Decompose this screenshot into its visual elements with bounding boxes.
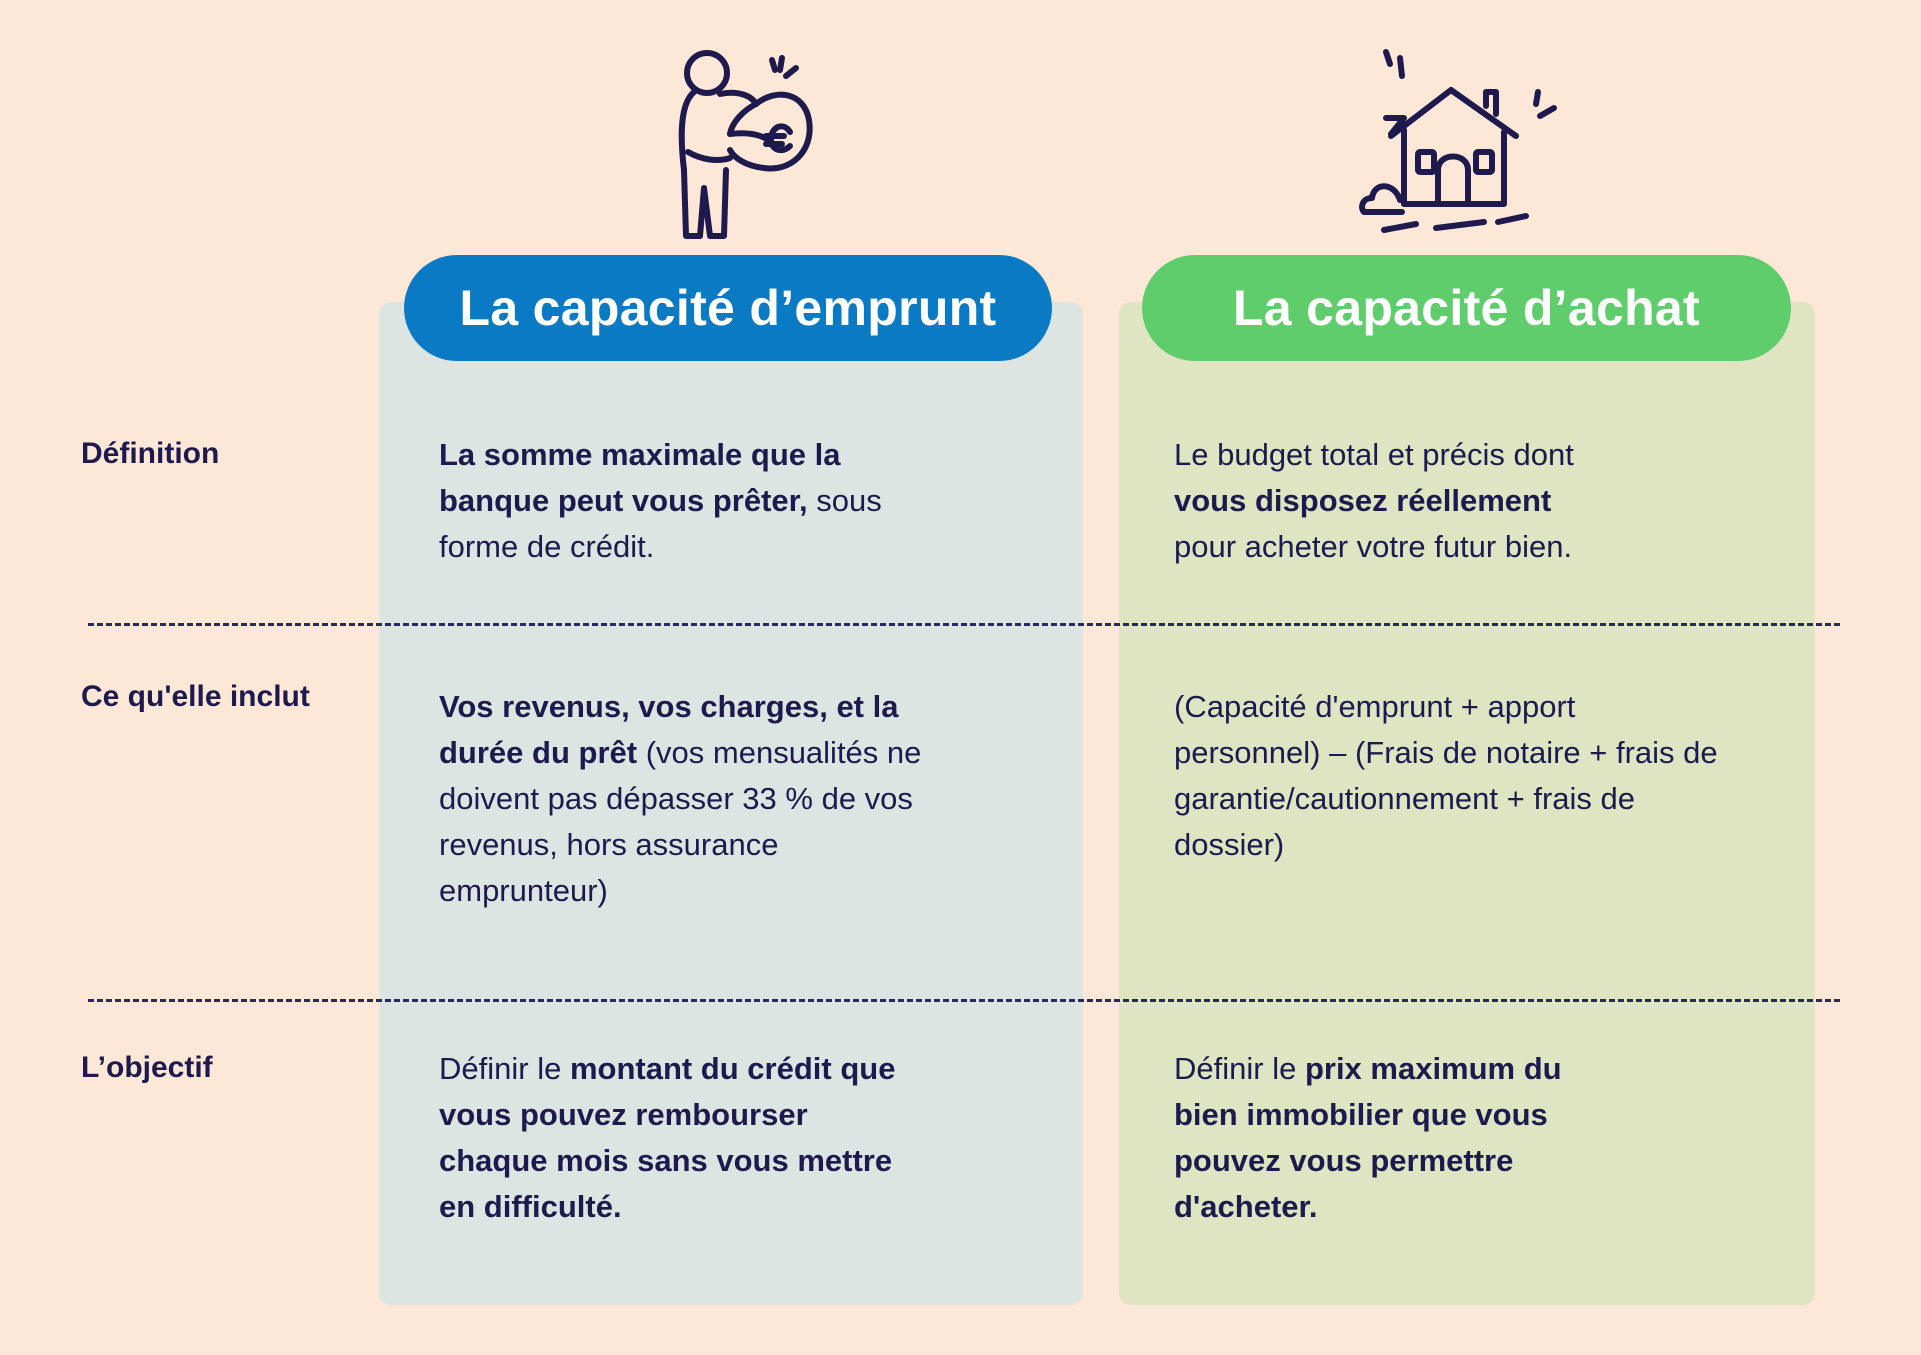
row-divider-1 [88, 623, 1840, 626]
person-carrying-euro-bag-icon [672, 48, 812, 240]
row-label-includes: Ce qu'elle inclut [81, 680, 310, 713]
house-icon [1356, 52, 1556, 238]
row-divider-2 [88, 999, 1840, 1002]
row-label-objective: L’objectif [81, 1051, 213, 1084]
buy-title-pill [1142, 255, 1791, 361]
borrow-title: La capacité d’emprunt [459, 280, 997, 336]
borrow-definition-text: La somme maximale que la banque peut vous prêter, sous forme de crédit. [439, 437, 882, 564]
borrow-includes-text: Vos revenus, vos charges, et la durée du prêt (vos mensualités ne doivent pas dépasser 33 % de vos revenus, hors assurance emprunteur) [439, 689, 922, 908]
buy-title: La capacité d’achat [1232, 280, 1700, 336]
buy-includes-text: (Capacité d'emprunt + apport personnel) – (Frais de notaire + frais de garantie/cautionnement + frais de dossier) [1174, 689, 1718, 862]
borrow-objective-text: Définir le montant du crédit que vous pouvez rembourser chaque mois sans vous mettre en difficulté. [439, 1051, 896, 1224]
row-label-definition: Définition [81, 437, 220, 470]
borrow-title-pill [404, 255, 1052, 361]
buy-objective-text: Définir le prix maximum du bien immobilier que vous pouvez vous permettre d'acheter. [1174, 1051, 1562, 1224]
buy-definition-text: Le budget total et précis dont vous disposez réellement pour acheter votre futur bien. [1174, 437, 1574, 564]
